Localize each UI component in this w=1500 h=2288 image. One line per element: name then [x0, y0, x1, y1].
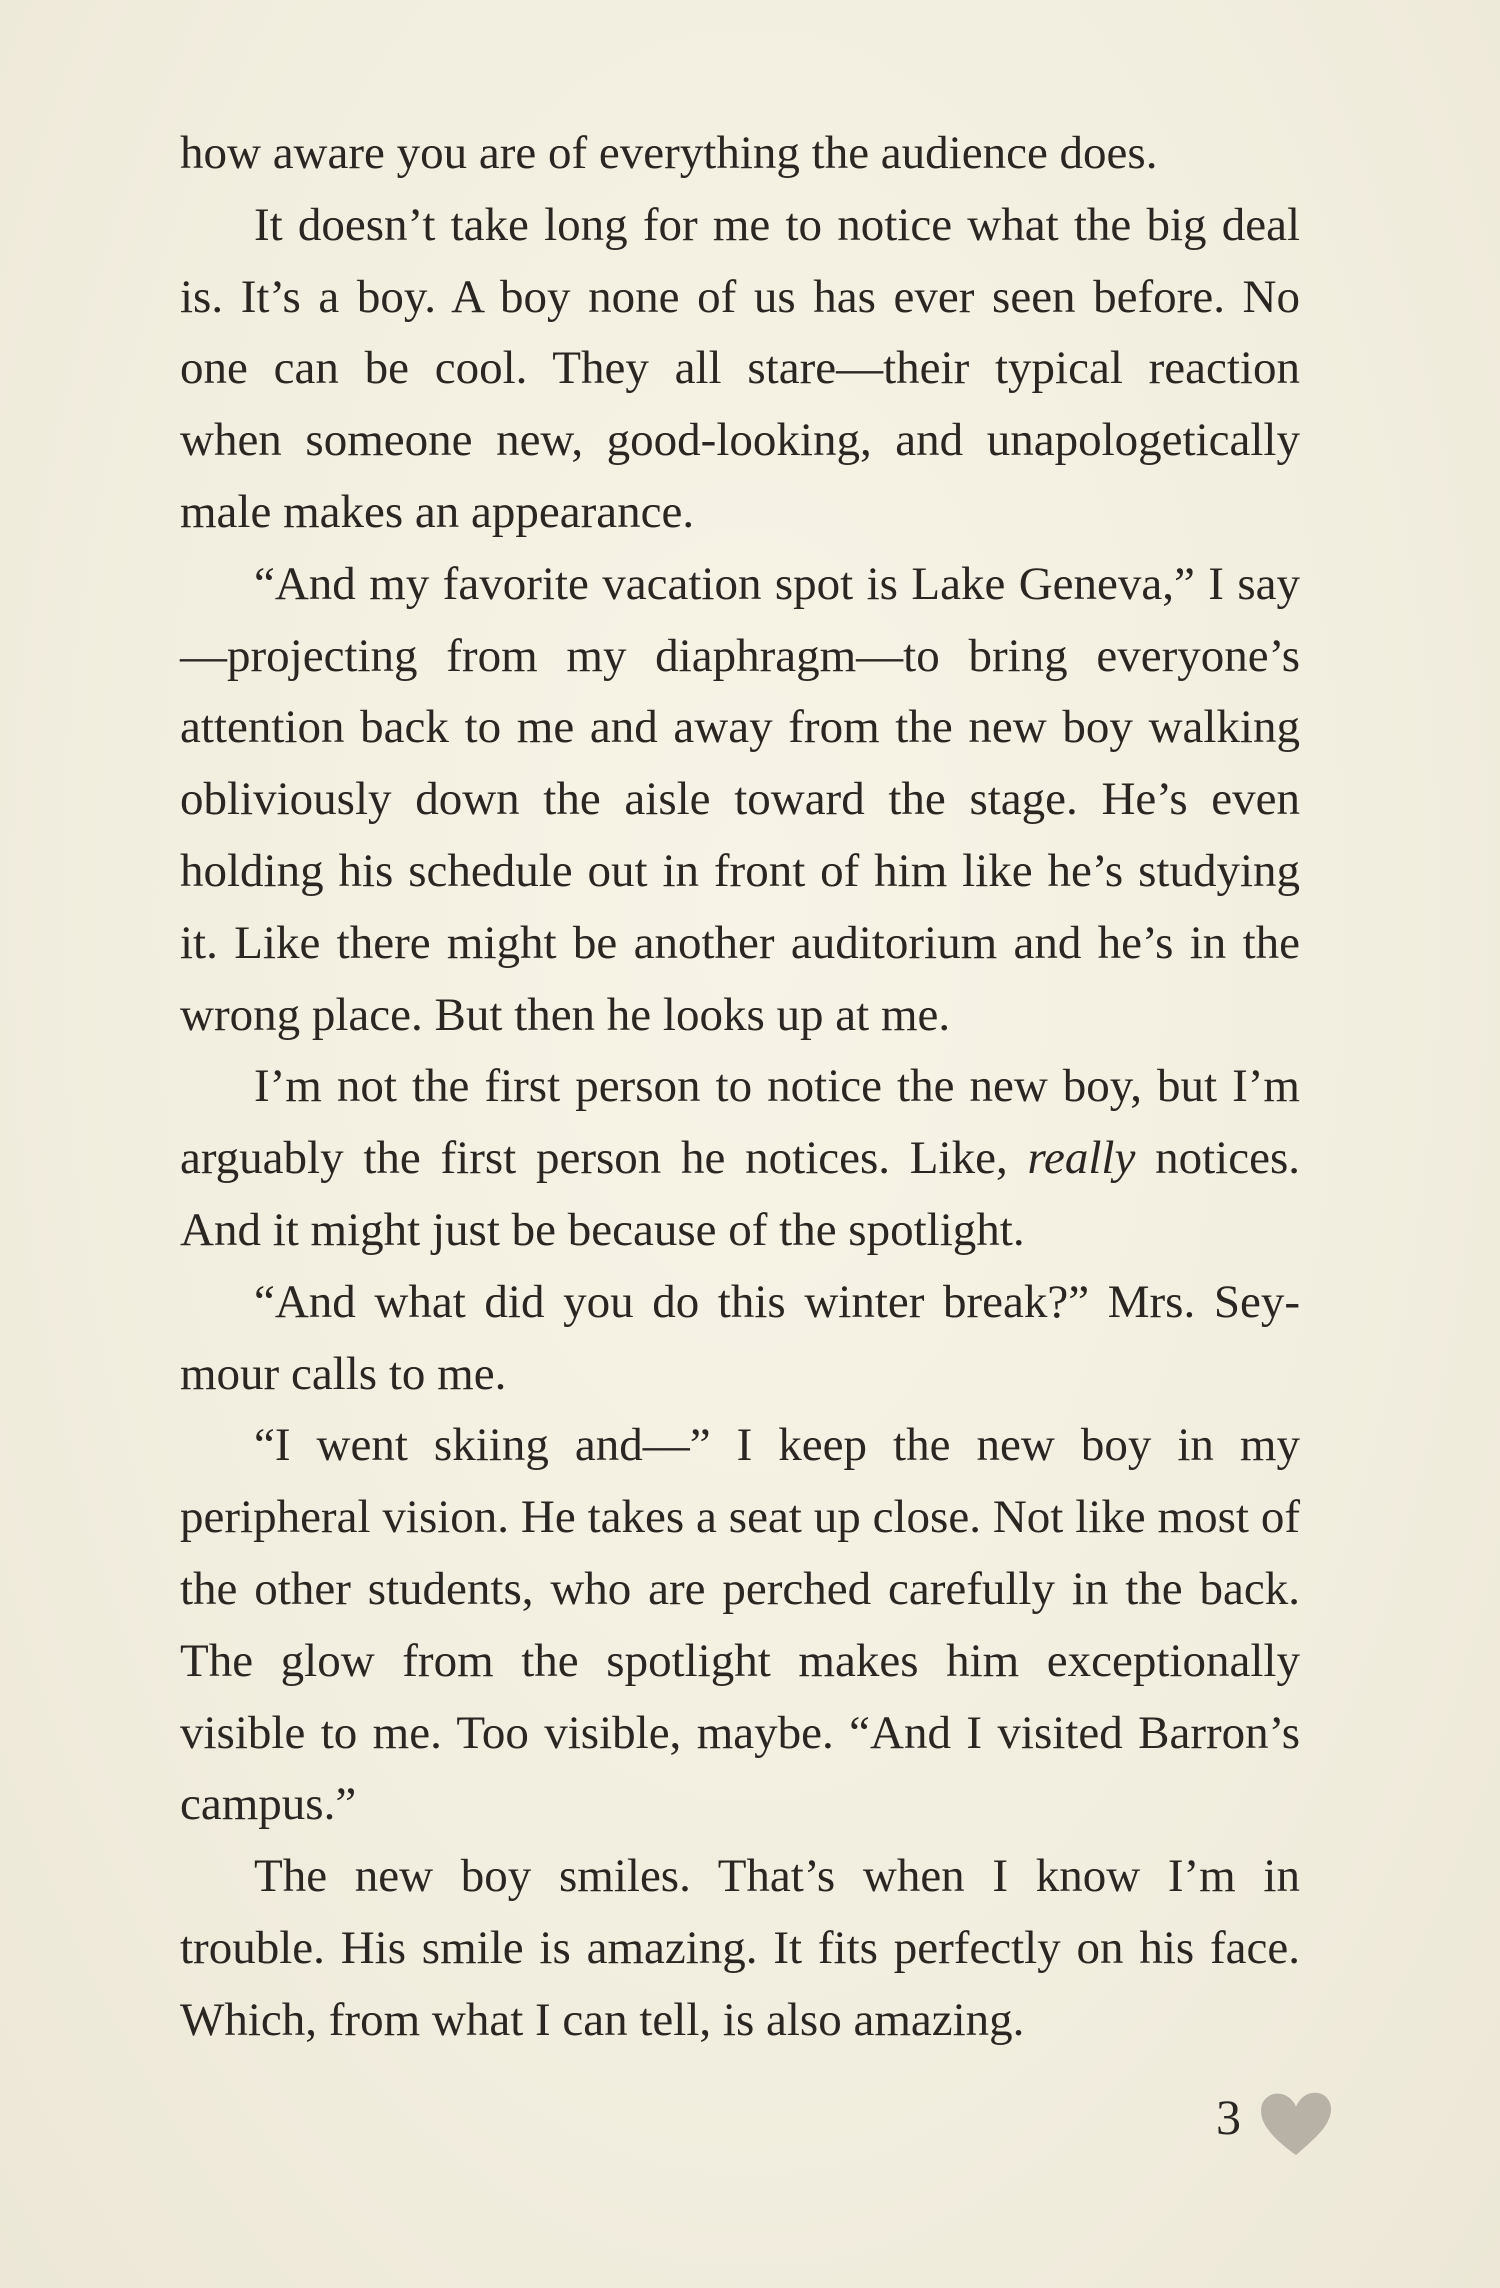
- page-number: 3: [1216, 2089, 1241, 2145]
- paragraph: how aware you are of everything the audience does.: [180, 127, 1158, 179]
- heart-icon: [1255, 2083, 1337, 2165]
- paragraph: [180, 1051, 1300, 1266]
- paragraph-text: I’m not the first person to notice the new boy, but I’m arguably the first person he notices. Like,: [180, 1060, 1300, 1185]
- paragraph: It doesn’t take long for me to notice what the big deal is. It’s a boy. A boy none of us has ever seen before. No one can be cool. They all stare—their typical reaction when someone new, good-looking, and unapologetically male makes an appearance.: [180, 198, 1300, 538]
- body-text: [180, 118, 1300, 2057]
- emphasized-word: really: [1027, 1132, 1136, 1185]
- paragraph: “And what did you do this winter break?” Mrs. Seymour calls to me.: [180, 1275, 1300, 1400]
- paragraph: “I went skiing and—” I keep the new boy in my peripheral vision. He takes a seat up close. Not like most of the other students, who are perched carefully in the back. The glow from the spotlight makes him exceptionally visible to me. Too visible, maybe. “And I visited Barron’s campus.”: [180, 1419, 1300, 1831]
- paragraph: “And my favorite vacation spot is Lake Geneva,” I say—projecting from my diaphragm—to bring everyone’s attention back to me and away from the new boy walking obliviously down the aisle toward the stage. He’s even holding his schedule out in front of him like he’s studying it. Like there might be another auditorium and he’s in the wrong place. But then he looks up at me.: [180, 557, 1300, 1041]
- paragraph-text: notices. And it might just be because of the spotlight.: [180, 1132, 1300, 1256]
- paragraph: The new boy smiles. That’s when I know I’m in trouble. His smile is amazing. It fits perfectly on his face. Which, from what I can tell, is also amazing.: [180, 1850, 1300, 2046]
